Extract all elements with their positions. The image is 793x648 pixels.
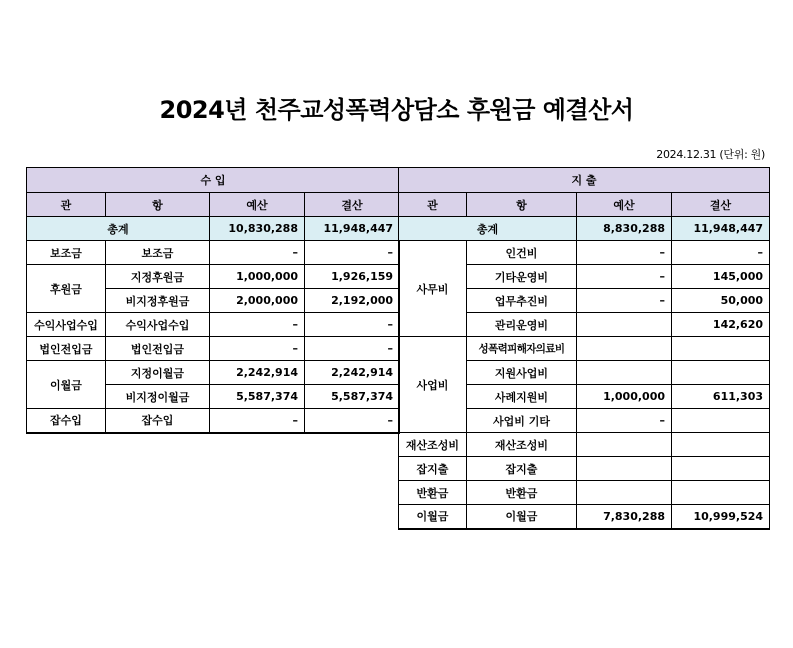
income-header-budget: 예산 [210, 193, 305, 217]
table-row [27, 361, 400, 385]
settlement-cell: – [305, 409, 400, 433]
settlement-cell: 145,000 [672, 265, 770, 289]
hang-cell: 사례지원비 [467, 385, 577, 409]
income-header-settlement: 결산 [305, 193, 400, 217]
budget-cell: – [210, 337, 305, 361]
expense-header-budget: 예산 [577, 193, 672, 217]
budget-cell [577, 337, 672, 361]
expense-total-settlement: 11,948,447 [672, 217, 770, 241]
budget-cell: – [577, 289, 672, 313]
table-row [27, 241, 400, 265]
budget-cell: – [577, 409, 672, 433]
settlement-cell: 10,999,524 [672, 505, 770, 529]
budget-cell: 7,830,288 [577, 505, 672, 529]
hang-cell: 잡지출 [467, 457, 577, 481]
budget-cell: – [577, 265, 672, 289]
hang-cell: 성폭력피해자의료비 [467, 337, 577, 361]
settlement-cell: 2,192,000 [305, 289, 400, 313]
income-total-budget: 10,830,288 [210, 217, 305, 241]
income-total-settlement: 11,948,447 [305, 217, 400, 241]
expense-header-gwan: 관 [399, 193, 467, 217]
page-title: 2024년 천주교성폭력상담소 후원금 예결산서 [159, 96, 634, 124]
budget-cell: – [210, 409, 305, 433]
settlement-cell [672, 433, 770, 457]
hang-cell: 비지정이월금 [106, 385, 210, 409]
budget-cell: 2,242,914 [210, 361, 305, 385]
hang-cell: 지원사업비 [467, 361, 577, 385]
settlement-cell: – [672, 241, 770, 265]
settlement-cell [672, 361, 770, 385]
budget-cell [577, 361, 672, 385]
settlement-cell: 611,303 [672, 385, 770, 409]
gwan-cell: 이월금 [399, 505, 467, 529]
gwan-cell: 사무비 [399, 241, 467, 337]
gwan-cell: 잡수입 [27, 409, 106, 433]
table-row [27, 337, 400, 361]
settlement-cell: – [305, 313, 400, 337]
hang-cell: 업무추진비 [467, 289, 577, 313]
expense-header-settlement: 결산 [672, 193, 770, 217]
settlement-cell [672, 481, 770, 505]
expense-header-hang: 항 [467, 193, 577, 217]
settlement-cell [672, 457, 770, 481]
hang-cell: 잡수입 [106, 409, 210, 433]
hang-cell: 기타운영비 [467, 265, 577, 289]
budget-cell [577, 481, 672, 505]
income-section-header: 수 입 [27, 168, 400, 193]
budget-cell: 2,000,000 [210, 289, 305, 313]
hang-cell: 보조금 [106, 241, 210, 265]
gwan-cell: 보조금 [27, 241, 106, 265]
hang-cell: 사업비 기타 [467, 409, 577, 433]
table-row [399, 457, 770, 481]
budget-cell: 5,587,374 [210, 385, 305, 409]
budget-cell [577, 433, 672, 457]
income-header-hang: 항 [106, 193, 210, 217]
hang-cell: 지정이월금 [106, 361, 210, 385]
gwan-cell: 사업비 [399, 337, 467, 433]
income-total-label: 총계 [27, 217, 210, 241]
gwan-cell: 법인전입금 [27, 337, 106, 361]
table-row [27, 265, 400, 289]
expense-section-header: 지 출 [399, 168, 770, 193]
expense-total-budget: 8,830,288 [577, 217, 672, 241]
hang-cell: 비지정후원금 [106, 289, 210, 313]
budget-cell [577, 313, 672, 337]
table-row [399, 481, 770, 505]
hang-cell: 이월금 [467, 505, 577, 529]
gwan-cell: 반환금 [399, 481, 467, 505]
settlement-cell: 1,926,159 [305, 265, 400, 289]
table-row [399, 505, 770, 529]
table-row [27, 409, 400, 433]
table-row [399, 337, 770, 361]
gwan-cell: 수익사업수입 [27, 313, 106, 337]
hang-cell: 법인전입금 [106, 337, 210, 361]
table-row [399, 241, 770, 265]
hang-cell: 관리운영비 [467, 313, 577, 337]
settlement-cell: 5,587,374 [305, 385, 400, 409]
expense-table [398, 167, 770, 530]
settlement-cell: 142,620 [672, 313, 770, 337]
settlement-cell [672, 409, 770, 433]
budget-cell: 1,000,000 [577, 385, 672, 409]
income-table [26, 167, 400, 434]
settlement-cell: – [305, 241, 400, 265]
budget-cell: – [210, 241, 305, 265]
table-row [27, 313, 400, 337]
settlement-cell: – [305, 337, 400, 361]
gwan-cell: 후원금 [27, 265, 106, 313]
expense-total-label: 총계 [399, 217, 577, 241]
settlement-cell: 50,000 [672, 289, 770, 313]
gwan-cell: 이월금 [27, 361, 106, 409]
budget-cell: – [210, 313, 305, 337]
hang-cell: 수익사업수입 [106, 313, 210, 337]
budget-cell: 1,000,000 [210, 265, 305, 289]
settlement-cell: 2,242,914 [305, 361, 400, 385]
budget-cell [577, 457, 672, 481]
hang-cell: 재산조성비 [467, 433, 577, 457]
hang-cell: 인건비 [467, 241, 577, 265]
hang-cell: 지정후원금 [106, 265, 210, 289]
income-header-gwan: 관 [27, 193, 106, 217]
hang-cell: 반환금 [467, 481, 577, 505]
settlement-cell [672, 337, 770, 361]
date-unit-note: 2024.12.31 (단위: 원) [656, 148, 765, 161]
budget-cell: – [577, 241, 672, 265]
table-row [399, 433, 770, 457]
gwan-cell: 재산조성비 [399, 433, 467, 457]
gwan-cell: 잡지출 [399, 457, 467, 481]
